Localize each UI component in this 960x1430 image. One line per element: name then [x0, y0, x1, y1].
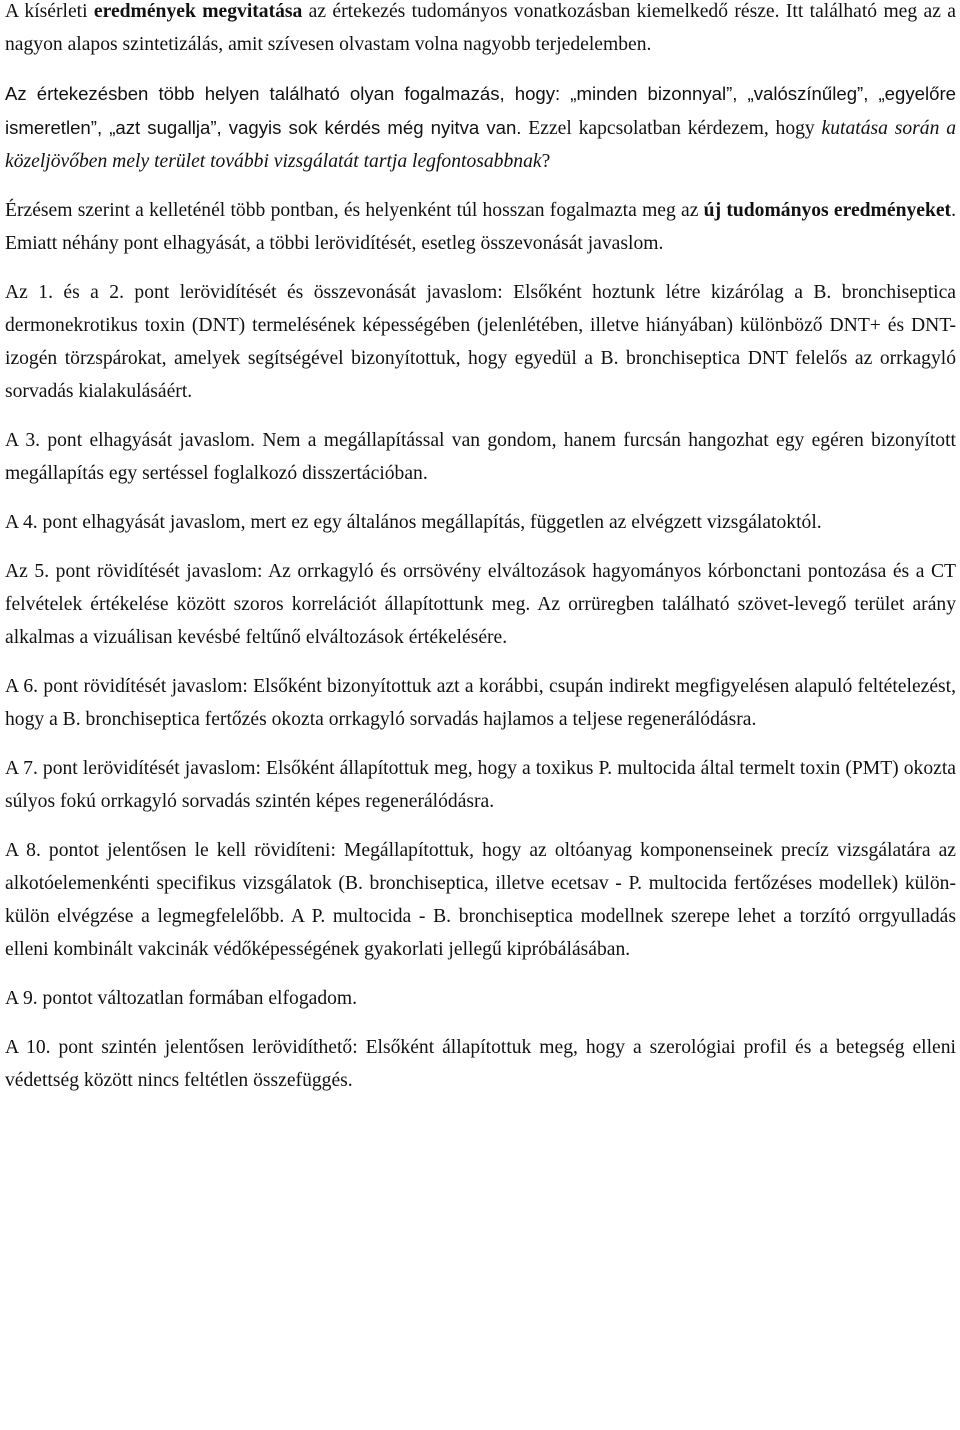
text: az értekezés tudományos vonatkozásban kiemelkedő része. Itt található meg az a nagyon alapos szintetizálás, amit szívesen olvastam volna nagyobb terjedelemben.: [5, 1, 956, 55]
text: ?: [541, 151, 551, 172]
paragraph-point-6: A 6. pont rövidítését javaslom: Elsőként bizonyítottuk azt a korábbi, csupán indirekt megfigyelésen alapuló feltételezést, hogy a B. bronchiseptica fertőzés okozta orrkagyló sorvadás hajlamos a teljese regenerálódásra.: [5, 676, 956, 730]
paragraph-new-results: [5, 194, 956, 260]
paragraph-discussion-intro: [5, 0, 956, 61]
italic-text: kutatása során a közeljövőben mely terület további vizsgálatát tartja legfontosabbnak: [5, 118, 956, 172]
paragraph-point-3: A 3. pont elhagyását javaslom. Nem a megállapítással van gondom, hanem furcsán hangozhat egy egéren bizonyított megállapítás egy sertéssel foglalkozó disszertációban.: [5, 430, 956, 484]
paragraph-open-questions: [5, 77, 956, 178]
paragraph-point-8: A 8. pontot jelentősen le kell rövidíteni: Megállapítottuk, hogy az oltóanyag komponenseinek precíz vizsgálatára az alkotóelemenkénti specifikus vizsgálatok (B. bronchiseptica, illetve ecetsav - P. multocida fertőzéses modellek) külön-külön elvégzése a legmegfelelőbb. A P. multocida - B. bronchiseptica modellnek szerepe lehet a torzító orrgyulladás elleni kombinált vakcinák védőképességének gyakorlati jellegű kipróbálásában.: [5, 840, 956, 960]
text: A kísérleti: [5, 1, 94, 22]
paragraph-point-7: A 7. pont lerövidítését javaslom: Elsőként állapítottuk meg, hogy a toxikus P. multocida által termelt toxin (PMT) okozta súlyos fokú orrkagyló sorvadás szintén képes regenerálódásra.: [5, 758, 956, 812]
bold-text: új tudományos eredményeket: [703, 200, 952, 221]
text: Érzésem szerint a kelleténél több pontban, és helyenként túl hosszan fogalmazta meg az: [5, 200, 704, 221]
text: . Emiatt néhány pont elhagyását, a többi lerövidítését, esetleg összevonását javaslom.: [5, 200, 956, 254]
paragraph-point-5: Az 5. pont rövidítését javaslom: Az orrkagyló és orrsövény elváltozások hagyományos kórbonctani pontozása és a CT felvételek értékelése között szoros korrelációt állapítottunk meg. Az orrüregben található szövet-levegő terület arány alkalmas a vizuálisan kevésbé feltűnő elváltozások értékelésére.: [5, 561, 956, 648]
text: Az értekezésben több helyen található olyan fogalmazás, hogy: „minden bizonnyal”, „valószínűleg”, „egyelőre ismeretlen”, „azt sugallja”, vagyis sok kérdés még nyitva van.: [5, 83, 956, 138]
paragraph-points-1-2: Az 1. és a 2. pont lerövidítését és összevonását javaslom: Elsőként hoztunk létre kizárólag a B. bronchiseptica dermonekrotikus toxin (DNT) termelésének képességében (jelenlétében, illetve hiányában) különböző DNT+ és DNT- izogén törzspárokat, amelyek segítségével bizonyítottuk, hogy egyedül a B. bronchiseptica DNT felelős az orrkagyló sorvadás kialakulásáért.: [5, 282, 956, 402]
paragraph-point-4: A 4. pont elhagyását javaslom, mert ez egy általános megállapítás, független az elvégzett vizsgálatoktól.: [5, 512, 822, 533]
text: Ezzel kapcsolatban kérdezem, hogy: [521, 118, 822, 139]
paragraph-point-10: A 10. pont szintén jelentősen lerövidíthető: Elsőként állapítottuk meg, hogy a szerológiai profil és a betegség elleni védettség között nincs feltétlen összefüggés.: [5, 1037, 956, 1091]
paragraph-point-9: A 9. pontot változatlan formában elfogadom.: [5, 988, 358, 1009]
bold-text: eredmények megvitatása: [93, 1, 303, 22]
